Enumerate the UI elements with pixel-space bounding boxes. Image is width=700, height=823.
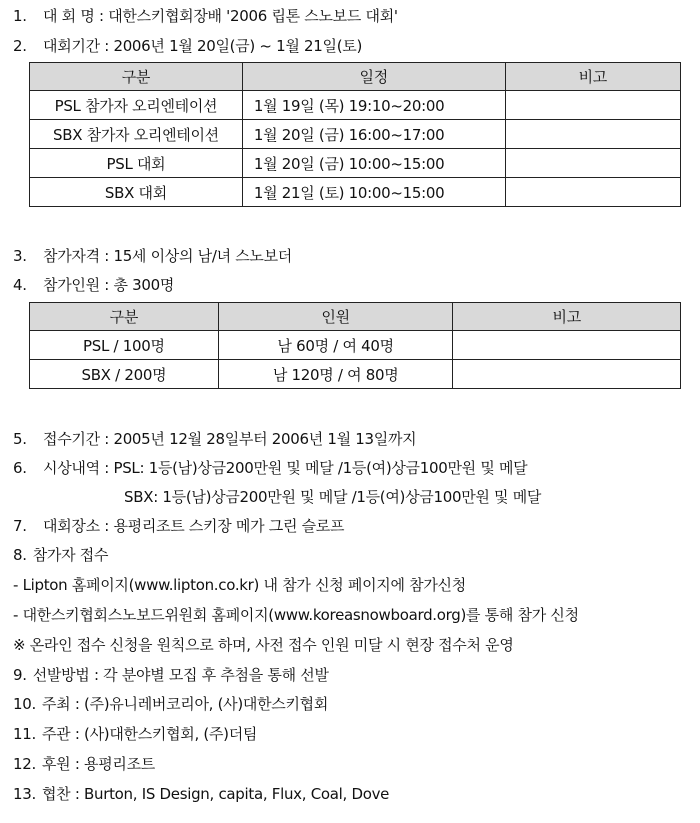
item-8-note <box>13 634 514 656</box>
item-number: 2. <box>13 37 27 55</box>
participant-count: 참가인원 : 총 300명 <box>43 276 175 294</box>
co-sponsors: 협찬 : Burton, IS Design, capita, Flux, Coal, Dove <box>41 785 390 803</box>
prize-details-sbx: SBX: 1등(남)상금200만원 및 메달 /1등(여)상금100만원 및 메달 <box>124 488 542 506</box>
item-number: 10. <box>13 695 36 713</box>
prize-details-psl: 시상내역 : PSL: 1등(남)상금200만원 및 메달 /1등(여)상금100만원 및 메달 <box>43 459 528 477</box>
registration-heading: 참가자 접수 <box>32 546 109 564</box>
host: 주최 : (주)유니레버코리아, (사)대한스키협회 <box>41 695 329 713</box>
registration-period: 접수기간 : 2005년 12월 28일부터 2006년 1월 13일까지 <box>43 430 417 448</box>
table-row <box>30 149 681 178</box>
item-number: 8. <box>13 546 27 564</box>
row-note <box>453 360 681 389</box>
item-2 <box>0 35 362 57</box>
registration-method-lipton: - Lipton 홈페이지(www.lipton.co.kr) 내 참가 신청 페이지에 참가신청 <box>13 576 466 594</box>
schedule-table <box>29 62 681 207</box>
row-note <box>505 149 680 178</box>
venue: 대회장소 : 용평리조트 스키장 메가 그린 슬로프 <box>43 517 345 535</box>
item-3 <box>0 245 292 267</box>
table-row <box>30 91 681 120</box>
item-number: 3. <box>13 247 27 265</box>
row-schedule: 1월 20일 (금) 16:00~17:00 <box>242 120 505 149</box>
event-period: 대회기간 : 2006년 1월 20일(금) ~ 1월 21일(토) <box>43 37 363 55</box>
row-schedule: 1월 21일 (토) 10:00~15:00 <box>242 178 505 207</box>
table-row <box>30 120 681 149</box>
table-row <box>30 331 681 360</box>
header-category: 구분 <box>30 303 219 331</box>
header-category: 구분 <box>30 63 243 91</box>
item-number: 6. <box>13 459 27 477</box>
item-number: 12. <box>13 755 36 773</box>
row-category: SBX 참가자 오리엔테이션 <box>30 120 243 149</box>
row-category: SBX 대회 <box>30 178 243 207</box>
table-header-row <box>30 63 681 91</box>
row-note <box>505 91 680 120</box>
item-5 <box>0 428 416 450</box>
item-8-sub-1 <box>13 574 466 596</box>
item-7 <box>0 515 344 537</box>
registration-method-ksb: - 대한스키협회스노보드위원회 홈페이지(www.koreasnowboard.org)를 통해 참가 신청 <box>13 606 579 624</box>
item-number: 7. <box>13 517 27 535</box>
item-12 <box>0 753 155 775</box>
item-number: 9. <box>13 666 27 684</box>
item-number: 4. <box>13 276 27 294</box>
row-count: 남 120명 / 여 80명 <box>218 360 453 389</box>
item-9 <box>0 664 329 686</box>
sponsor: 후원 : 용평리조트 <box>41 755 155 773</box>
item-8-sub-2 <box>13 604 579 626</box>
table-row <box>30 360 681 389</box>
participants-table <box>29 302 681 389</box>
row-category: PSL 참가자 오리엔테이션 <box>30 91 243 120</box>
header-note: 비고 <box>453 303 681 331</box>
table-header-row <box>30 303 681 331</box>
organizer: 주관 : (사)대한스키협회, (주)더팀 <box>41 725 258 743</box>
item-number: 1. <box>13 7 27 25</box>
selection-method: 선발방법 : 각 분야별 모집 후 추첨을 통해 선발 <box>32 666 329 684</box>
item-number: 13. <box>13 785 36 803</box>
row-note <box>505 178 680 207</box>
item-13 <box>0 783 389 805</box>
item-6-continued <box>124 486 541 508</box>
header-note: 비고 <box>505 63 680 91</box>
item-4 <box>0 274 174 296</box>
header-count: 인원 <box>218 303 453 331</box>
row-note <box>453 331 681 360</box>
item-10 <box>0 693 328 715</box>
item-8 <box>0 544 108 566</box>
row-note <box>505 120 680 149</box>
row-category: PSL / 100명 <box>30 331 219 360</box>
eligibility: 참가자격 : 15세 이상의 남/녀 스노보더 <box>43 247 292 265</box>
row-count: 남 60명 / 여 40명 <box>218 331 453 360</box>
row-category: PSL 대회 <box>30 149 243 178</box>
registration-note: ※ 온라인 접수 신청을 원칙으로 하며, 사전 접수 인원 미달 시 현장 접수처 운영 <box>13 636 514 654</box>
event-name: 대 회 명 : 대한스키협회장배 '2006 립톤 스노보드 대회' <box>43 7 398 25</box>
header-schedule: 일정 <box>242 63 505 91</box>
item-number: 5. <box>13 430 27 448</box>
row-category: SBX / 200명 <box>30 360 219 389</box>
item-11 <box>0 723 257 745</box>
item-6 <box>0 457 527 479</box>
item-1 <box>0 5 398 27</box>
row-schedule: 1월 19일 (목) 19:10~20:00 <box>242 91 505 120</box>
table-row <box>30 178 681 207</box>
item-number: 11. <box>13 725 36 743</box>
row-schedule: 1월 20일 (금) 10:00~15:00 <box>242 149 505 178</box>
